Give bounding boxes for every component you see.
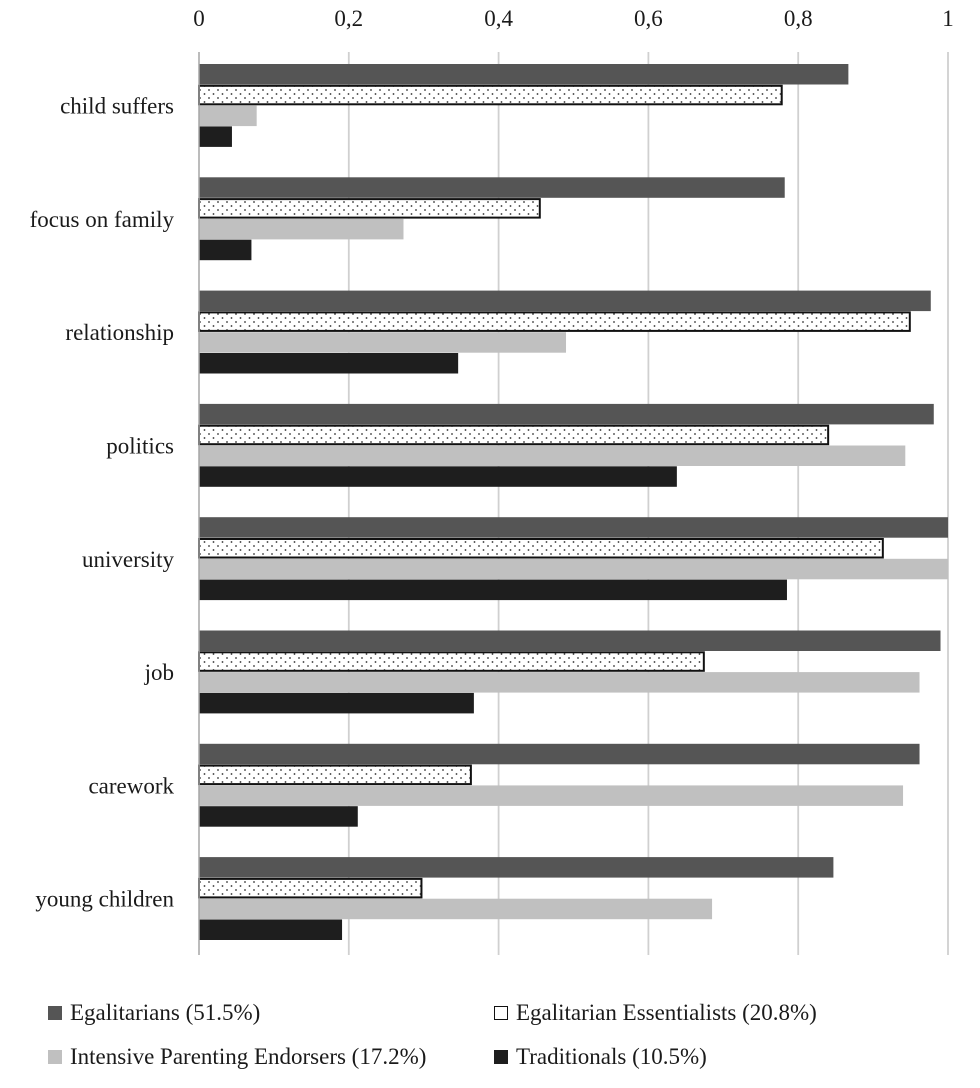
x-tick-label: 0: [193, 6, 205, 31]
legend-item-intensive-parenting-endorsers: [48, 1044, 426, 1070]
x-tick-label: 0,8: [783, 6, 813, 31]
legend-swatch: [494, 1050, 508, 1064]
bar: [199, 219, 403, 240]
x-axis-ticks: [193, 6, 954, 31]
bar: [199, 64, 848, 85]
bar: [199, 517, 948, 538]
bar: [199, 539, 883, 558]
bar: [199, 126, 232, 146]
bar: [199, 106, 257, 127]
category-label: job: [144, 660, 174, 686]
legend-label: Egalitarian Essentialists (20.8%): [516, 1000, 817, 1025]
bar: [199, 199, 540, 218]
bar: [199, 312, 910, 331]
bar: [199, 672, 920, 693]
bar: [199, 559, 948, 580]
bar: [199, 652, 704, 671]
bar: [199, 426, 828, 445]
category-label: focus on family: [29, 206, 174, 232]
bar: [199, 631, 941, 652]
bar: [199, 580, 787, 601]
x-tick-label: 1: [942, 6, 954, 31]
bar: [199, 899, 712, 920]
x-tick-label: 0,2: [334, 6, 364, 31]
legend-label: Egalitarians (51.5%): [70, 1000, 261, 1025]
category-label: politics: [106, 433, 174, 459]
bar: [199, 920, 342, 941]
legend-label: Intensive Parenting Endorsers (17.2%): [70, 1044, 427, 1069]
category-labels: [30, 94, 175, 912]
category-label: young children: [35, 886, 174, 912]
bar: [199, 332, 566, 353]
legend-item-egalitarians: [48, 1000, 260, 1026]
category-label: carework: [88, 773, 174, 799]
x-tick-label: 0,4: [484, 6, 513, 31]
x-tick-label: 0,6: [634, 6, 663, 31]
bar: [199, 86, 782, 105]
bar: [199, 466, 677, 487]
bar: [199, 857, 833, 878]
bar: [199, 744, 920, 765]
legend-swatch: [48, 1006, 62, 1020]
bar: [199, 177, 785, 198]
bar: [199, 240, 251, 261]
legend-label: Traditionals (10.5%): [516, 1044, 707, 1069]
bar: [199, 291, 931, 312]
legend-item-egalitarian-essentialists: [494, 1000, 817, 1026]
category-label: university: [82, 546, 174, 572]
bar: [199, 879, 421, 898]
bar: [199, 353, 458, 374]
bar: [199, 785, 903, 806]
legend: [48, 992, 948, 1088]
bar: [199, 766, 471, 785]
bar: [199, 693, 474, 714]
bar: [199, 446, 905, 467]
bar: [199, 806, 358, 827]
bars: [199, 64, 948, 940]
category-label: child suffers: [60, 93, 174, 119]
legend-swatch: [48, 1050, 62, 1064]
bar: [199, 404, 934, 425]
legend-swatch: [494, 1006, 508, 1020]
category-label: relationship: [65, 320, 174, 346]
legend-item-traditionals: [494, 1044, 707, 1070]
